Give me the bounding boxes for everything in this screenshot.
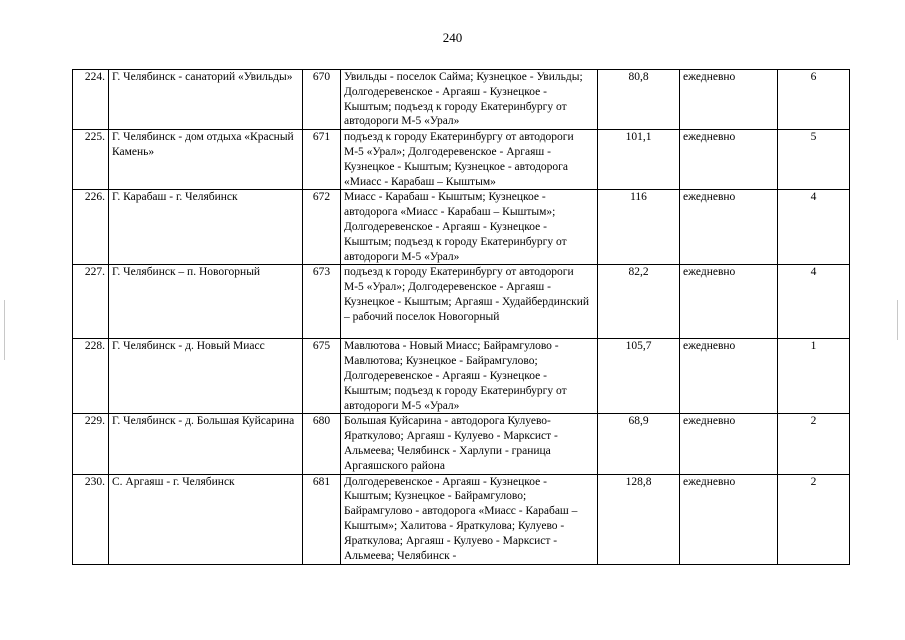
route-code: 681	[303, 474, 341, 564]
table-row	[73, 414, 850, 474]
route-name: Г. Челябинск - д. Большая Куйсарина	[109, 414, 303, 474]
route-path: Долгодеревенское - Аргаяш - Кузнецкое - Кыштым; Кузнецкое - Байрамгулово; Байрамгулово - автодорога «Миасс - Карабаш – Кыштым»; Халитова - Яраткулова; Кулуево - Яраткулова; Аргаяш - Кулуево - Марксист - Альмеева; Челябинск -	[341, 474, 598, 564]
table-row	[73, 190, 850, 265]
route-distance: 82,2	[598, 265, 680, 339]
route-distance: 80,8	[598, 70, 680, 130]
row-number: 228.	[73, 339, 109, 414]
route-count: 2	[778, 474, 850, 564]
table-row	[73, 474, 850, 564]
route-path: Мавлютова - Новый Миасс; Байрамгулово - Мавлютова; Кузнецкое - Байрамгулово; Долгодеревенское - Аргаяш - Кузнецкое - Кыштым; подъезд к городу Екатеринбургу от автодороги М-5 «Урал»	[341, 339, 598, 414]
route-code: 680	[303, 414, 341, 474]
route-name: Г. Челябинск - санаторий «Увильды»	[109, 70, 303, 130]
table-row	[73, 339, 850, 414]
row-number: 227.	[73, 265, 109, 339]
route-path: подъезд к городу Екатеринбургу от автодороги М-5 «Урал»; Долгодеревенское - Аргаяш - Кузнецкое - Кыштым; Аргаяш - Худайбердинский – рабочий поселок Новогорный	[341, 265, 598, 339]
scan-artifact	[4, 300, 5, 360]
route-path: Миасс - Карабаш - Кыштым; Кузнецкое - автодорога «Миасс - Карабаш – Кыштым»; Долгодеревенское - Аргаяш - Кузнецкое - Кыштым; подъезд к городу Екатеринбургу от автодороги М-5 «Урал»	[341, 190, 598, 265]
page-number: 240	[442, 30, 463, 45]
scan-artifact	[897, 300, 898, 340]
route-path: Увильды - поселок Сайма; Кузнецкое - Увильды; Долгодеревенское - Аргаяш - Кузнецкое - Кыштым; подъезд к городу Екатеринбургу от автодороги М-5 «Урал»	[341, 70, 598, 130]
route-code: 671	[303, 130, 341, 190]
row-number: 226.	[73, 190, 109, 265]
table-row	[73, 265, 850, 339]
route-code: 670	[303, 70, 341, 130]
route-frequency: ежедневно	[680, 414, 778, 474]
route-frequency: ежедневно	[680, 474, 778, 564]
route-frequency: ежедневно	[680, 190, 778, 265]
route-code: 675	[303, 339, 341, 414]
route-distance: 116	[598, 190, 680, 265]
route-distance: 105,7	[598, 339, 680, 414]
route-distance: 128,8	[598, 474, 680, 564]
route-path: подъезд к городу Екатеринбургу от автодороги М-5 «Урал»; Долгодеревенское - Аргаяш - Кузнецкое - Кыштым; Кузнецкое - автодорога «Миасс - Карабаш – Кыштым»	[341, 130, 598, 190]
row-number: 224.	[73, 70, 109, 130]
route-frequency: ежедневно	[680, 339, 778, 414]
route-frequency: ежедневно	[680, 265, 778, 339]
row-number: 229.	[73, 414, 109, 474]
route-count: 5	[778, 130, 850, 190]
route-name: С. Аргаяш - г. Челябинск	[109, 474, 303, 564]
route-count: 1	[778, 339, 850, 414]
route-count: 4	[778, 190, 850, 265]
route-code: 672	[303, 190, 341, 265]
row-number: 225.	[73, 130, 109, 190]
route-frequency: ежедневно	[680, 130, 778, 190]
route-path: Большая Куйсарина - автодорога Кулуево-Яраткулово; Аргаяш - Кулуево - Марксист - Альмеева; Челябинск - Харлупи - граница Аргаяшского района	[341, 414, 598, 474]
routes-table	[72, 69, 850, 565]
route-distance: 101,1	[598, 130, 680, 190]
route-name: Г. Челябинск - д. Новый Миасс	[109, 339, 303, 414]
table-row	[73, 130, 850, 190]
route-count: 4	[778, 265, 850, 339]
row-number: 230.	[73, 474, 109, 564]
route-count: 6	[778, 70, 850, 130]
route-distance: 68,9	[598, 414, 680, 474]
table-row	[73, 70, 850, 130]
route-frequency: ежедневно	[680, 70, 778, 130]
route-name: Г. Карабаш - г. Челябинск	[109, 190, 303, 265]
route-code: 673	[303, 265, 341, 339]
route-name: Г. Челябинск - дом отдыха «Красный Камень»	[109, 130, 303, 190]
route-count: 2	[778, 414, 850, 474]
route-name: Г. Челябинск – п. Новогорный	[109, 265, 303, 339]
